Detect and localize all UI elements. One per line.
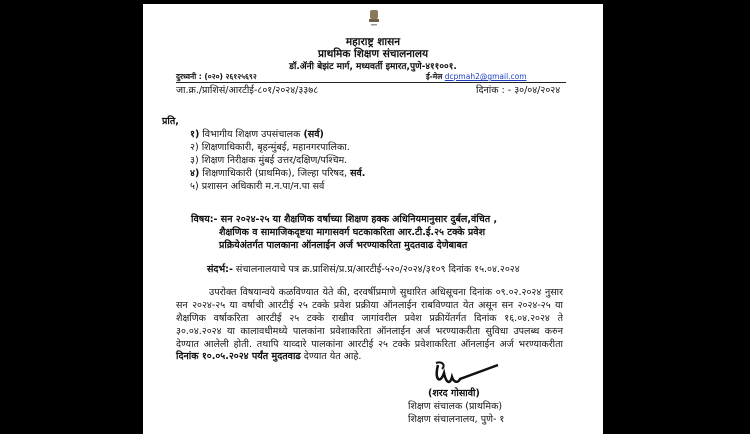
to-label: प्रति, bbox=[162, 116, 179, 127]
recipient-3: ३) शिक्षण निरीक्षक मुंबई उत्तर/दक्षिण/पश्चिम. bbox=[190, 155, 348, 166]
body-line: उपरोक्त विषयान्वये कळविण्यात येते की, दरवर्षीप्रमाणे सुधारित अधिसूचना दिनांक ०९.०२.२०२४ नुसार bbox=[209, 287, 563, 298]
body-line: सन २०२४-२५ या वर्षाची आरटीई २५ टक्के प्रवेश प्रक्रीया ऑनलाईन राबविण्यात येत असून सन २०२४-२५ या bbox=[176, 300, 563, 311]
signatory-office: शिक्षण संचालनालय, पुणे- १ bbox=[408, 414, 505, 425]
signature-image bbox=[428, 359, 503, 389]
document-page bbox=[143, 4, 603, 434]
recipient-4: ४) शिक्षणाधिकारी (प्राथमिक), जिल्हा परिषद, सर्व. bbox=[190, 168, 366, 179]
body-line: शैक्षणिक वर्षाकरिता आरटीई २५ टक्के राखीव जागांवरील प्रवेश प्रक्रीयेंतर्गत दिनांक १६.०४.२०२४ ते bbox=[176, 313, 563, 324]
subject-line2: शैक्षणिक व सामाजिकदृष्टया मागासवर्ग घटकाकरिता आर.टी.ई.२५ टक्के प्रवेश bbox=[219, 227, 486, 238]
recipient-2: २) शिक्षणाधिकारी, बृहन्मुंबई, महानगरपालिका. bbox=[190, 142, 350, 153]
recipient-1: १) विभागीय शिक्षण उपसंचालक (सर्व) bbox=[190, 129, 324, 140]
reference-line: संदर्भ:- संचालनालयाचे पत्र क्र.प्राशिसं/प्र.प्र/आरटीई-५२०/२०२४/३१०९ दिनांक १५.०४.२०२४ bbox=[207, 264, 520, 275]
header-line2: प्राथमिक शिक्षण संचालनालय bbox=[317, 48, 429, 60]
body-line: ३०.०४.२०२४ या कालावधीमध्ये पालकांना प्रवेशाकरिता ऑनलाईन अर्ज भरण्याकरीता सुविधा उपलब्ध करुन bbox=[176, 326, 563, 337]
body-line: देण्यात आलेली होती. तथापि याव्दारे पालकांना आरटीई २५ टक्के प्रवेशाकरिता ऑनलाईन अर्ज भरण्याकरीता bbox=[176, 339, 563, 350]
header-address: डॉ.ॲनी बेझंट मार्ग, मध्यवर्ती इमारत,पुणे-४११००१. bbox=[289, 62, 457, 72]
phone: दुरध्वनी : (०२०) २६१२५६९२ bbox=[176, 72, 257, 81]
signatory-name: (शरद गोसावी) bbox=[428, 388, 480, 399]
email-label: ई-मेल bbox=[426, 72, 443, 81]
header-divider bbox=[176, 82, 566, 83]
body-last-line: दिनांक १०.०५.२०२४ पर्यंत मुदतवाढ देण्यात येत आहे. bbox=[176, 351, 362, 362]
subject-line3: प्रक्रियेअंतर्गत पालकाना ऑनलाईन अर्ज भरण्याकरिता मुदतवाढ देणेबाबत bbox=[219, 240, 468, 251]
subject-line1: विषय:- सन २०२४-२५ या शैक्षणिक वर्षाच्या शिक्षण हक्क अधिनियमानुसार दुर्बल,वंचित , bbox=[191, 214, 498, 225]
emblem-icon bbox=[367, 8, 381, 28]
reference-number: जा.क्र./प्राशिसं/आरटीई-८०१/२०२४/३३७८ bbox=[176, 85, 319, 96]
letter-date: दिनांक : - ३०/०४/२०२४ bbox=[476, 85, 561, 96]
signatory-title: शिक्षण संचालक (प्राथमिक) bbox=[408, 401, 503, 412]
recipient-5: ५) प्रशासन अधिकारी म.न.पा/न.पा सर्व bbox=[190, 181, 325, 192]
header-line1: महाराष्ट्र शासन bbox=[345, 36, 401, 48]
email-link[interactable]: dcpmah2@gmail.com bbox=[444, 72, 527, 81]
